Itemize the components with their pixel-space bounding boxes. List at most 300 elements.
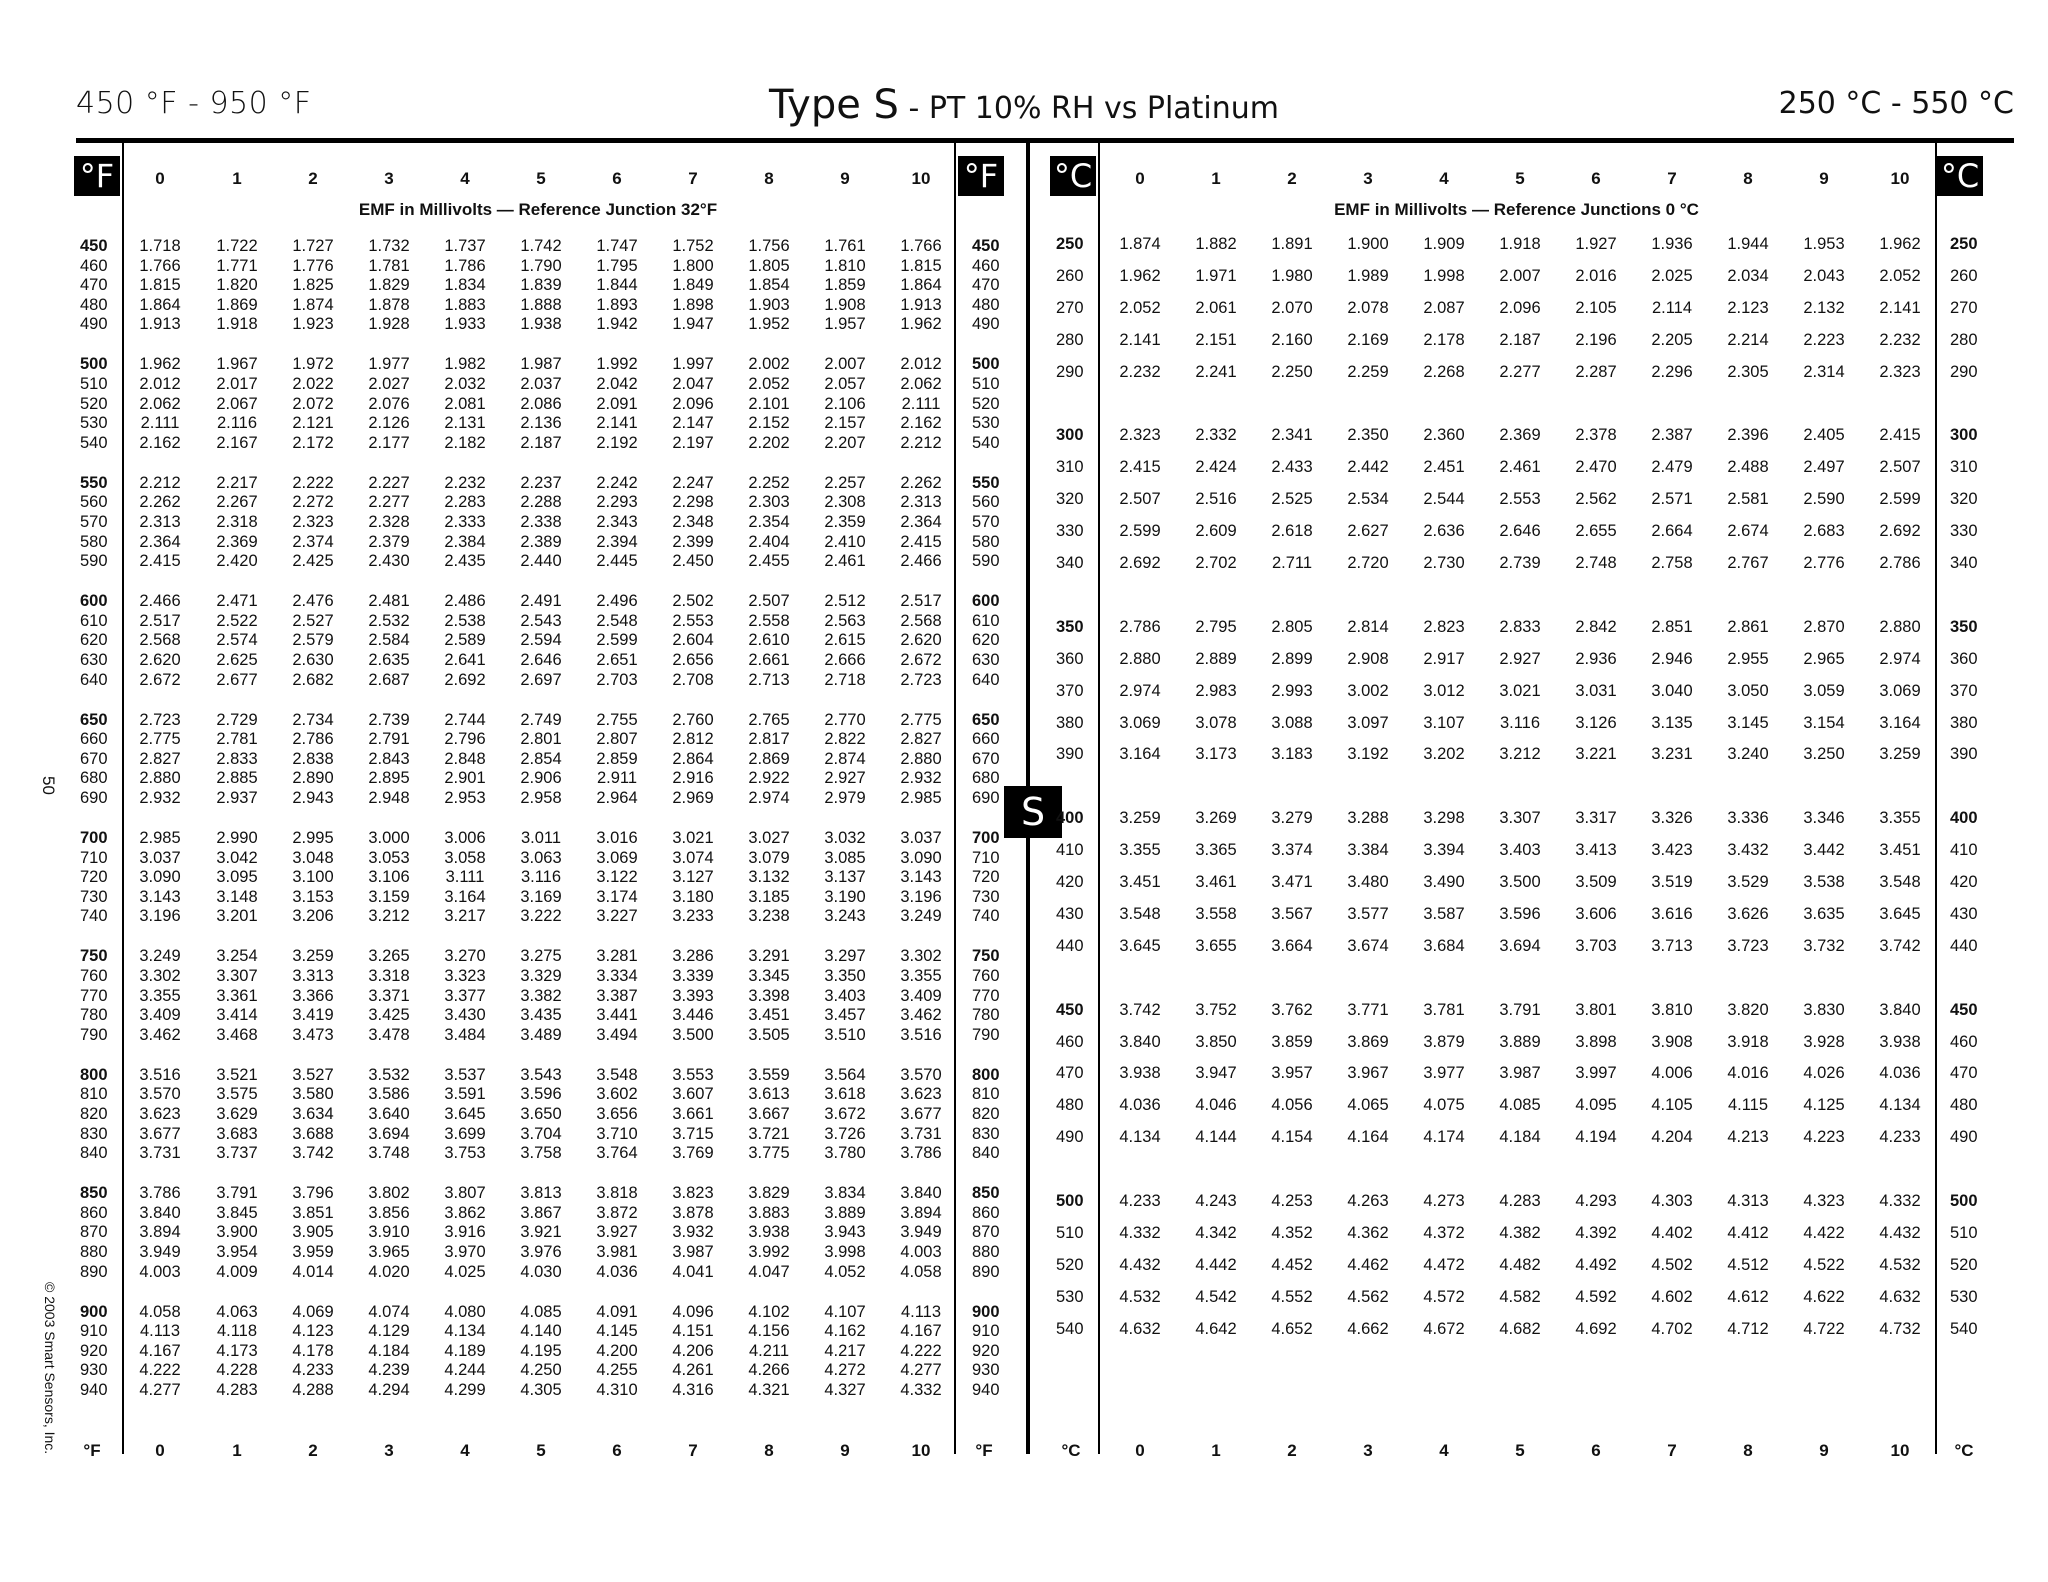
c-cell: 3.154 [1803, 713, 1845, 732]
c-cell: 2.946 [1651, 649, 1693, 668]
f-footer-column: 5 [536, 1441, 546, 1460]
c-cell: 3.423 [1651, 841, 1693, 860]
f-row-label-right: 530 [972, 414, 1000, 433]
c-row-label-right: 350 [1950, 617, 1978, 636]
c-cell: 3.577 [1347, 904, 1389, 923]
f-row-label-right: 770 [972, 986, 1000, 1005]
c-cell: 3.918 [1727, 1032, 1769, 1051]
f-row-label-right: 900 [972, 1302, 1000, 1321]
f-cell: 1.878 [368, 295, 410, 314]
f-cell: 3.021 [672, 829, 714, 847]
c-left-border [1098, 143, 1100, 1454]
c-cell: 2.277 [1499, 362, 1541, 381]
c-cell: 4.422 [1803, 1223, 1845, 1242]
f-cell: 4.178 [292, 1341, 334, 1360]
c-cell: 3.947 [1195, 1064, 1237, 1083]
f-cell: 2.677 [216, 670, 258, 689]
f-row-label: 600 [80, 592, 108, 611]
f-cell: 2.985 [900, 789, 942, 807]
f-cell: 2.672 [139, 670, 181, 689]
f-cell: 3.377 [444, 986, 486, 1005]
c-cell: 3.655 [1195, 936, 1237, 955]
f-cell: 2.364 [900, 513, 942, 531]
f-cell: 4.184 [368, 1341, 410, 1360]
c-cell: 2.730 [1423, 554, 1465, 572]
c-row-label: 390 [1056, 745, 1084, 764]
f-cell: 2.568 [139, 631, 181, 650]
f-cell: 2.252 [748, 473, 790, 492]
c-cell: 4.085 [1499, 1096, 1541, 1115]
c-cell: 4.612 [1727, 1287, 1769, 1306]
c-cell: 3.928 [1803, 1032, 1845, 1051]
f-column-header: 6 [612, 169, 622, 188]
f-row-label-right: 760 [972, 967, 1000, 985]
c-cell: 2.287 [1575, 362, 1617, 381]
c-cell: 2.034 [1727, 266, 1769, 285]
f-cell: 2.232 [444, 473, 486, 492]
c-row-label-right: 320 [1950, 490, 1978, 509]
f-cell: 1.874 [292, 295, 334, 314]
f-cell: 1.834 [444, 276, 486, 295]
c-column-header: 2 [1287, 169, 1297, 188]
f-row-label: 780 [80, 1006, 108, 1025]
f-cell: 3.769 [672, 1144, 714, 1163]
c-cell: 1.989 [1347, 266, 1389, 285]
f-row-label-right: 460 [972, 256, 1000, 275]
f-row-label-right: 680 [972, 769, 1000, 788]
c-cell: 2.078 [1347, 298, 1389, 317]
f-cell: 3.222 [520, 907, 562, 926]
f-cell: 4.096 [672, 1302, 714, 1321]
f-cell: 2.749 [520, 710, 562, 729]
f-cell: 2.212 [900, 433, 942, 452]
f-cell: 3.596 [520, 1085, 562, 1104]
c-cell: 4.164 [1347, 1128, 1389, 1147]
f-row-label-right: 870 [972, 1223, 1000, 1242]
f-cell: 3.786 [900, 1144, 942, 1163]
c-row-label: 440 [1056, 936, 1084, 955]
f-cell: 3.302 [139, 967, 181, 985]
f-cell: 4.305 [520, 1381, 562, 1399]
f-cell: 2.579 [292, 631, 334, 650]
f-row-label: 760 [80, 967, 108, 985]
f-cell: 3.872 [596, 1203, 638, 1222]
f-cell: 2.455 [748, 552, 790, 571]
f-row-label: 710 [80, 848, 108, 867]
c-cell: 1.918 [1499, 235, 1541, 253]
c-cell: 3.012 [1423, 681, 1465, 700]
f-cell: 3.180 [672, 887, 714, 906]
c-cell: 4.046 [1195, 1096, 1237, 1115]
f-unit-box-right: °F [958, 156, 1004, 196]
f-cell: 2.692 [444, 670, 486, 689]
f-cell: 3.484 [444, 1025, 486, 1044]
c-cell: 1.927 [1575, 235, 1617, 253]
c-footer-column: 10 [1890, 1441, 1910, 1460]
f-cell: 1.982 [444, 355, 486, 374]
f-cell: 2.471 [216, 592, 258, 611]
f-cell: 4.206 [672, 1341, 714, 1360]
f-cell: 2.430 [368, 552, 410, 571]
f-cell: 2.202 [748, 433, 790, 452]
c-cell: 2.214 [1727, 330, 1769, 349]
f-cell: 4.283 [216, 1381, 258, 1399]
f-row-label: 870 [80, 1223, 108, 1242]
f-row-label-right: 740 [972, 907, 1000, 926]
c-cell: 3.173 [1195, 745, 1237, 764]
f-cell: 2.713 [748, 670, 790, 689]
f-cell: 2.147 [672, 414, 714, 433]
f-cell: 2.262 [900, 473, 942, 492]
f-cell: 3.227 [596, 907, 638, 926]
f-cell: 3.259 [292, 947, 334, 966]
c-cell: 3.451 [1879, 841, 1921, 860]
c-cell: 2.805 [1271, 617, 1313, 636]
f-cell: 3.090 [139, 868, 181, 887]
c-cell: 2.497 [1803, 458, 1845, 477]
f-cell: 3.329 [520, 967, 562, 985]
f-row-label: 830 [80, 1124, 108, 1143]
c-column-header: 5 [1515, 169, 1525, 188]
f-cell: 1.947 [672, 315, 714, 334]
f-cell: 3.074 [672, 848, 714, 867]
f-cell: 2.121 [292, 414, 334, 433]
f-cell: 2.974 [748, 789, 790, 807]
c-cell: 3.548 [1119, 904, 1161, 923]
f-cell: 1.781 [368, 256, 410, 275]
f-cell: 2.775 [900, 710, 942, 729]
c-column-header: 4 [1439, 169, 1449, 188]
c-footer-column: 8 [1743, 1441, 1753, 1460]
f-cell: 2.096 [672, 394, 714, 413]
c-cell: 2.861 [1727, 617, 1769, 636]
c-row-label-right: 310 [1950, 458, 1978, 477]
c-cell: 2.889 [1195, 649, 1237, 668]
f-row-label-right: 550 [972, 473, 1000, 492]
f-cell: 2.723 [900, 670, 942, 689]
f-cell: 1.883 [444, 295, 486, 314]
c-cell: 3.059 [1803, 681, 1845, 700]
f-cell: 3.650 [520, 1105, 562, 1123]
f-row-label: 740 [80, 907, 108, 926]
c-cell: 3.957 [1271, 1064, 1313, 1083]
c-cell: 3.664 [1271, 936, 1313, 955]
c-cell: 2.974 [1119, 681, 1161, 700]
f-cell: 2.568 [900, 611, 942, 630]
c-cell: 4.065 [1347, 1096, 1389, 1115]
c-cell: 4.692 [1575, 1319, 1617, 1338]
f-cell: 3.949 [900, 1223, 942, 1242]
f-cell: 3.527 [292, 1065, 334, 1084]
f-cell: 3.613 [748, 1085, 790, 1104]
f-cell: 1.987 [520, 355, 562, 374]
c-cell: 1.962 [1119, 266, 1161, 285]
c-cell: 2.581 [1727, 490, 1769, 509]
c-cell: 2.232 [1119, 362, 1161, 381]
f-cell: 2.995 [292, 829, 334, 847]
f-cell: 2.410 [824, 532, 866, 551]
c-cell: 4.184 [1499, 1128, 1541, 1147]
f-cell: 3.938 [748, 1223, 790, 1242]
c-cell: 1.874 [1119, 235, 1161, 253]
c-cell: 3.850 [1195, 1032, 1237, 1051]
f-cell: 3.063 [520, 848, 562, 867]
f-cell: 3.409 [900, 986, 942, 1005]
f-cell: 2.425 [292, 552, 334, 571]
c-cell: 2.692 [1119, 554, 1161, 572]
c-cell: 2.052 [1119, 298, 1161, 317]
f-cell: 2.111 [901, 394, 941, 413]
f-cell: 2.817 [748, 730, 790, 749]
f-cell: 3.190 [824, 887, 866, 906]
c-cell: 2.880 [1879, 617, 1921, 636]
f-cell: 2.404 [748, 532, 790, 551]
c-cell: 2.767 [1727, 554, 1769, 572]
c-cell: 2.776 [1803, 554, 1845, 572]
c-cell: 2.720 [1347, 554, 1389, 572]
type-marker: S [1004, 786, 1062, 838]
f-row-label: 900 [80, 1302, 108, 1321]
f-cell: 3.307 [216, 967, 258, 985]
c-footer-column: 7 [1667, 1441, 1677, 1460]
c-cell: 3.567 [1271, 904, 1313, 923]
c-cell: 4.682 [1499, 1319, 1541, 1338]
c-cell: 4.134 [1879, 1096, 1921, 1115]
c-cell: 4.293 [1575, 1192, 1617, 1210]
f-footer-column: 3 [384, 1441, 394, 1460]
f-cell: 4.123 [292, 1322, 334, 1341]
c-footer-column: 5 [1515, 1441, 1525, 1460]
c-cell: 2.609 [1195, 522, 1237, 541]
f-cell: 2.187 [520, 433, 562, 452]
f-cell: 3.677 [900, 1105, 942, 1123]
f-cell: 2.052 [748, 375, 790, 393]
f-footer-unit-right: °F [975, 1441, 993, 1460]
c-row-label: 290 [1056, 362, 1084, 381]
f-cell: 3.111 [445, 868, 485, 887]
f-cell: 3.286 [672, 947, 714, 966]
f-row-label: 530 [80, 414, 108, 433]
f-cell: 2.359 [824, 513, 866, 531]
f-cell: 2.017 [216, 375, 258, 393]
f-cell: 2.786 [292, 730, 334, 749]
c-row-label-right: 390 [1950, 745, 1978, 764]
f-cell: 1.800 [672, 256, 714, 275]
c-cell: 1.998 [1423, 266, 1465, 285]
f-cell: 3.079 [748, 848, 790, 867]
c-cell: 2.105 [1575, 298, 1617, 317]
f-cell: 3.883 [748, 1203, 790, 1222]
c-cell: 3.078 [1195, 713, 1237, 732]
f-cell: 4.113 [900, 1302, 942, 1321]
f-cell: 1.737 [444, 237, 486, 255]
f-cell: 2.313 [139, 513, 181, 531]
f-cell: 3.403 [824, 986, 866, 1005]
f-cell: 2.943 [292, 789, 334, 807]
c-row-label-right: 260 [1950, 266, 1978, 285]
f-cell: 2.450 [672, 552, 714, 571]
f-footer-column: 6 [612, 1441, 622, 1460]
c-cell: 2.636 [1423, 522, 1465, 541]
f-cell: 2.880 [139, 769, 181, 788]
c-cell: 4.512 [1727, 1255, 1769, 1274]
c-cell: 4.026 [1803, 1064, 1845, 1083]
c-cell: 3.145 [1727, 713, 1769, 732]
c-cell: 2.070 [1271, 298, 1313, 317]
f-cell: 2.843 [368, 749, 410, 768]
f-cell: 2.466 [900, 552, 942, 571]
c-cell: 3.908 [1651, 1032, 1693, 1051]
c-row-label: 480 [1056, 1096, 1084, 1115]
f-cell: 4.020 [368, 1262, 410, 1281]
f-column-header: 9 [840, 169, 850, 188]
c-cell: 4.323 [1803, 1192, 1845, 1210]
f-row-label: 750 [80, 947, 108, 966]
c-cell: 2.223 [1803, 330, 1845, 349]
c-cell: 4.502 [1651, 1255, 1693, 1274]
f-row-label: 920 [80, 1341, 108, 1360]
c-cell: 3.021 [1499, 681, 1541, 700]
f-cell: 3.840 [139, 1203, 181, 1222]
f-cell: 1.810 [824, 256, 866, 275]
c-cell: 2.451 [1423, 458, 1465, 477]
f-cell: 3.318 [368, 967, 410, 985]
f-cell: 3.100 [292, 868, 334, 887]
c-cell: 3.694 [1499, 936, 1541, 955]
c-cell: 2.305 [1727, 362, 1769, 381]
f-cell: 3.976 [520, 1243, 562, 1261]
c-cell: 3.977 [1423, 1064, 1465, 1083]
f-cell: 3.132 [748, 868, 790, 887]
c-cell: 3.259 [1879, 745, 1921, 764]
f-cell: 1.805 [748, 256, 790, 275]
f-row-label: 930 [80, 1361, 108, 1380]
f-cell: 3.137 [824, 868, 866, 887]
c-cell: 2.151 [1195, 330, 1237, 349]
f-row-label-right: 890 [972, 1262, 1000, 1281]
c-column-header: 10 [1890, 169, 1910, 188]
f-cell: 2.538 [444, 611, 486, 630]
f-cell: 4.222 [139, 1361, 181, 1380]
f-row-label: 540 [80, 433, 108, 452]
f-cell: 3.672 [824, 1105, 866, 1123]
f-row-label-right: 670 [972, 749, 1000, 768]
c-cell: 3.938 [1879, 1032, 1921, 1051]
f-cell: 4.041 [672, 1262, 714, 1281]
header-range-fahrenheit: 450 °F - 950 °F [76, 86, 312, 121]
f-cell: 3.148 [216, 887, 258, 906]
f-cell: 3.393 [672, 986, 714, 1005]
c-row-label-right: 330 [1950, 522, 1978, 541]
f-cell: 1.795 [596, 256, 638, 275]
c-row-label: 320 [1056, 490, 1084, 509]
c-cell: 3.703 [1575, 936, 1617, 955]
c-cell: 1.962 [1879, 235, 1921, 253]
f-cell: 3.694 [368, 1124, 410, 1143]
f-row-label-right: 560 [972, 493, 1000, 512]
f-cell: 1.928 [368, 315, 410, 334]
c-footer-column: 4 [1439, 1441, 1449, 1460]
f-cell: 3.932 [672, 1223, 714, 1242]
f-cell: 2.558 [748, 611, 790, 630]
f-cell: 2.217 [216, 473, 258, 492]
f-cell: 1.903 [748, 295, 790, 314]
f-row-label: 810 [80, 1085, 108, 1104]
f-column-header: 4 [460, 169, 470, 188]
c-row-label-right: 430 [1950, 904, 1978, 923]
c-cell: 3.509 [1575, 873, 1617, 891]
f-row-label: 650 [80, 710, 108, 729]
c-cell: 4.532 [1119, 1287, 1161, 1306]
c-cell: 4.313 [1727, 1192, 1769, 1210]
f-cell: 2.833 [216, 749, 258, 768]
c-cell: 3.183 [1271, 745, 1313, 764]
f-unit-box-left: °F [74, 156, 120, 196]
f-cell: 3.006 [444, 829, 486, 847]
f-row-label-right: 810 [972, 1085, 1000, 1104]
c-cell: 3.684 [1423, 936, 1465, 955]
c-cell: 2.323 [1119, 426, 1161, 445]
f-cell: 1.776 [292, 256, 334, 275]
f-cell: 2.874 [824, 749, 866, 768]
c-cell: 2.470 [1575, 458, 1617, 477]
c-footer-column: 2 [1287, 1441, 1297, 1460]
c-cell: 2.683 [1803, 522, 1845, 541]
f-footer-column: 1 [232, 1441, 242, 1460]
f-row-label-right: 630 [972, 651, 1000, 669]
c-cell: 2.758 [1651, 554, 1693, 572]
f-cell: 3.559 [748, 1065, 790, 1084]
f-cell: 3.265 [368, 947, 410, 966]
f-cell: 4.052 [824, 1262, 866, 1281]
c-cell: 4.602 [1651, 1287, 1693, 1306]
f-cell: 3.243 [824, 907, 866, 926]
c-cell: 2.196 [1575, 330, 1617, 349]
f-cell: 4.030 [520, 1262, 562, 1281]
f-cell: 3.169 [520, 887, 562, 906]
f-row-label: 560 [80, 493, 108, 512]
c-row-label: 430 [1056, 904, 1084, 923]
f-cell: 1.790 [520, 256, 562, 275]
f-cell: 3.878 [672, 1203, 714, 1222]
c-cell: 2.983 [1195, 681, 1237, 700]
f-cell: 3.164 [444, 887, 486, 906]
c-cell: 3.164 [1119, 745, 1161, 764]
title-desc: - PT 10% RH vs Platinum [898, 91, 1280, 126]
c-cell: 2.908 [1347, 649, 1389, 668]
f-cell: 3.270 [444, 947, 486, 966]
c-cell: 2.823 [1423, 617, 1465, 636]
c-cell: 4.233 [1879, 1128, 1921, 1147]
c-cell: 2.562 [1575, 490, 1617, 509]
f-cell: 3.398 [748, 986, 790, 1005]
c-cell: 4.472 [1423, 1255, 1465, 1274]
f-cell: 4.261 [672, 1361, 714, 1380]
f-cell: 1.869 [216, 295, 258, 314]
f-cell: 2.641 [444, 651, 486, 669]
f-cell: 4.272 [824, 1361, 866, 1380]
f-cell: 2.222 [292, 473, 334, 492]
c-cell: 2.141 [1879, 298, 1921, 317]
c-cell: 2.123 [1727, 298, 1769, 317]
f-cell: 3.731 [139, 1144, 181, 1163]
f-cell: 2.091 [596, 394, 638, 413]
c-cell: 4.105 [1651, 1096, 1693, 1115]
c-cell: 3.713 [1651, 936, 1693, 955]
f-cell: 2.012 [139, 375, 181, 393]
f-row-label-right: 710 [972, 848, 1000, 867]
c-row-label: 280 [1056, 330, 1084, 349]
